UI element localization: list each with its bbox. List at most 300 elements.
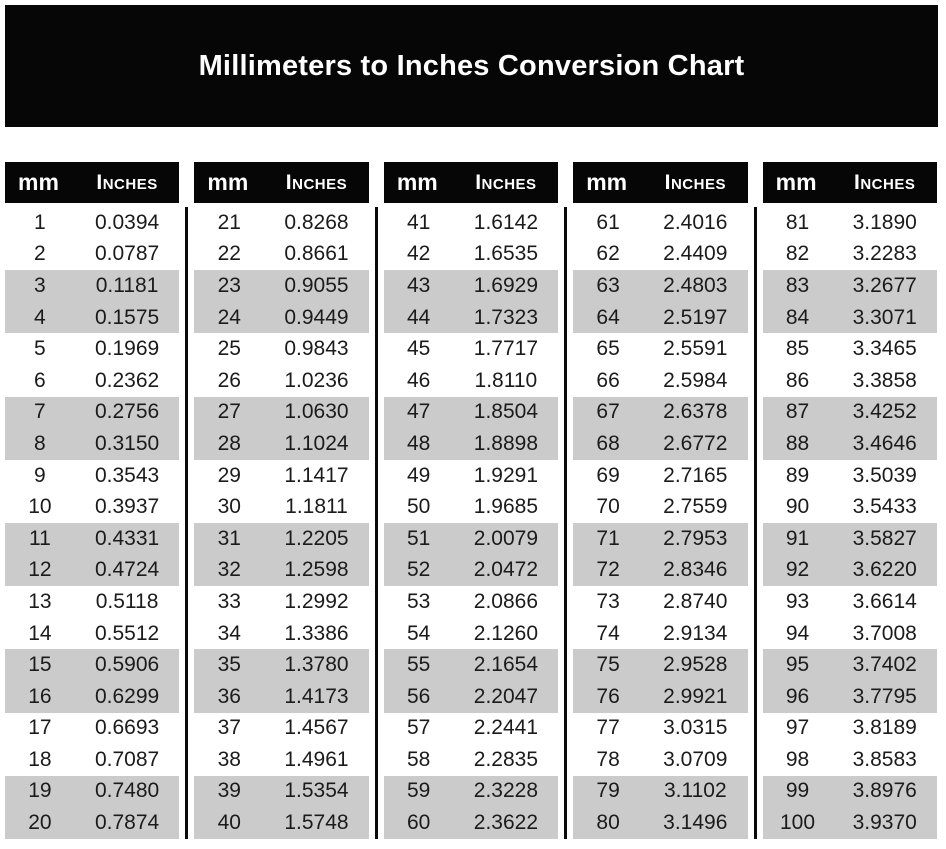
inches-value: 1.4567 [284, 716, 349, 740]
inches-value: 2.8346 [663, 558, 728, 582]
mm-value: 48 [407, 431, 431, 455]
mm-value: 50 [407, 495, 431, 519]
table-row [573, 302, 747, 334]
column-header-row [5, 162, 179, 203]
mm-value: 49 [407, 463, 431, 487]
mm-value: 85 [785, 337, 810, 361]
table-row [763, 270, 937, 302]
table-row [384, 586, 558, 618]
column-group-divider [375, 207, 378, 839]
table-row [5, 713, 179, 745]
mm-column-header: mm [775, 169, 817, 195]
mm-value: 30 [217, 495, 241, 519]
mm-value: 98 [785, 747, 810, 771]
mm-column-header: mm [18, 169, 59, 195]
table-row [763, 333, 937, 365]
inches-value: 1.6535 [473, 242, 538, 266]
inches-value: 3.7008 [852, 621, 917, 645]
table-row [194, 776, 368, 808]
column-group-divider [185, 207, 188, 839]
table-row [763, 365, 937, 397]
inches-value: 1.2598 [284, 558, 349, 582]
mm-value: 25 [217, 337, 241, 361]
table-row [194, 491, 368, 523]
mm-value: 32 [217, 558, 241, 582]
mm-value: 8 [34, 431, 46, 455]
mm-value: 96 [785, 684, 810, 708]
inches-value: 2.5591 [663, 337, 728, 361]
table-row [5, 302, 179, 334]
mm-value: 69 [596, 463, 620, 487]
mm-value: 17 [28, 716, 52, 740]
mm-value: 14 [28, 621, 52, 645]
table-row [384, 744, 558, 776]
table-row [384, 649, 558, 681]
table-row [194, 239, 368, 271]
table-row [384, 807, 558, 839]
inches-value: 3.5827 [852, 526, 917, 550]
inches-value: 2.0866 [473, 589, 538, 613]
table-row [5, 207, 179, 239]
inches-value: 2.8740 [663, 589, 728, 613]
table-row [763, 207, 937, 239]
mm-value: 11 [28, 526, 51, 550]
table-row [384, 428, 558, 460]
inches-value: 3.7402 [852, 653, 917, 677]
table-row [763, 239, 937, 271]
mm-value: 9 [34, 463, 46, 487]
table-row [5, 776, 179, 808]
table-row [384, 523, 558, 555]
inches-value: 3.2283 [852, 242, 917, 266]
table-row [5, 270, 179, 302]
inches-value: 0.7480 [94, 779, 160, 803]
mm-value: 52 [407, 558, 431, 582]
mm-value: 31 [217, 526, 241, 550]
table-row [194, 713, 368, 745]
mm-value: 60 [407, 811, 431, 835]
table-row [194, 523, 368, 555]
mm-value: 64 [596, 305, 620, 329]
inches-value: 2.9921 [663, 684, 728, 708]
inches-value: 3.6614 [852, 589, 917, 613]
table-row [763, 555, 937, 587]
mm-value: 97 [785, 716, 810, 740]
inches-value: 3.7795 [852, 684, 917, 708]
inches-value: 0.4331 [94, 526, 160, 550]
inches-value: 3.8583 [852, 747, 917, 771]
inches-value: 0.9055 [284, 273, 349, 297]
inches-value: 0.7087 [94, 747, 160, 771]
table-row [384, 776, 558, 808]
inches-value: 1.6142 [473, 210, 538, 234]
inches-column-header: Inches [475, 170, 537, 194]
mm-value: 57 [407, 716, 431, 740]
inches-value: 1.1417 [284, 463, 349, 487]
table-row [5, 649, 179, 681]
conversion-table [5, 162, 937, 839]
mm-value: 7 [34, 400, 46, 424]
inches-value: 2.1260 [473, 621, 538, 645]
inches-value: 3.1496 [663, 811, 728, 835]
mm-value: 89 [785, 463, 810, 487]
mm-value: 74 [596, 621, 620, 645]
mm-value: 19 [28, 779, 52, 803]
table-row [384, 365, 558, 397]
table-row [194, 302, 368, 334]
mm-value: 66 [596, 368, 620, 392]
inches-value: 1.0630 [284, 400, 349, 424]
table-row [573, 713, 747, 745]
table-row [5, 333, 179, 365]
inches-value: 2.9528 [663, 653, 728, 677]
mm-value: 76 [596, 684, 620, 708]
mm-value: 13 [28, 589, 52, 613]
mm-value: 77 [596, 716, 620, 740]
mm-column-header: mm [586, 169, 628, 195]
mm-value: 15 [28, 653, 52, 677]
table-row [194, 555, 368, 587]
inches-value: 2.3622 [473, 811, 538, 835]
mm-value: 26 [217, 368, 241, 392]
inches-value: 0.1575 [94, 305, 160, 329]
mm-value: 35 [217, 653, 241, 677]
mm-value: 39 [217, 779, 241, 803]
table-row [384, 555, 558, 587]
mm-value: 81 [785, 210, 810, 234]
mm-value: 100 [779, 811, 816, 835]
inches-value: 0.1969 [94, 337, 160, 361]
mm-value: 1 [34, 210, 46, 234]
mm-value: 58 [407, 747, 431, 771]
mm-value: 43 [407, 273, 431, 297]
table-row [763, 807, 937, 839]
mm-value: 24 [217, 305, 241, 329]
inches-column-header: Inches [285, 170, 348, 194]
inches-value: 3.6220 [852, 558, 917, 582]
table-column-group [384, 162, 558, 839]
mm-value: 40 [217, 811, 241, 835]
mm-value: 83 [785, 273, 810, 297]
table-row [194, 365, 368, 397]
table-row [194, 333, 368, 365]
table-row [194, 744, 368, 776]
mm-value: 80 [596, 811, 620, 835]
table-row [194, 397, 368, 429]
mm-value: 99 [785, 779, 810, 803]
mm-value: 67 [596, 400, 620, 424]
inches-value: 0.3150 [94, 431, 160, 455]
table-row [573, 365, 747, 397]
mm-value: 65 [596, 337, 620, 361]
mm-value: 86 [785, 368, 810, 392]
table-rows [5, 207, 179, 839]
table-row [763, 302, 937, 334]
inches-value: 1.8504 [473, 400, 538, 424]
mm-value: 78 [596, 747, 620, 771]
inches-value: 2.7559 [663, 495, 728, 519]
inches-value: 2.0079 [473, 526, 538, 550]
inches-value: 0.8661 [284, 242, 349, 266]
mm-value: 84 [785, 305, 810, 329]
mm-value: 34 [217, 621, 241, 645]
mm-value: 12 [28, 558, 52, 582]
table-row [5, 397, 179, 429]
table-row [763, 586, 937, 618]
mm-value: 93 [785, 589, 810, 613]
table-row [384, 302, 558, 334]
table-row [384, 713, 558, 745]
mm-value: 87 [785, 400, 810, 424]
inches-value: 2.6378 [663, 400, 728, 424]
table-row [763, 491, 937, 523]
inches-column-header: Inches [96, 170, 158, 194]
table-row [573, 649, 747, 681]
mm-value: 95 [785, 653, 810, 677]
table-row [194, 681, 368, 713]
inches-value: 2.4409 [663, 242, 728, 266]
mm-value: 62 [596, 242, 620, 266]
mm-value: 46 [407, 368, 431, 392]
inches-value: 1.6929 [473, 273, 538, 297]
mm-value: 59 [407, 779, 431, 803]
table-row [573, 807, 747, 839]
table-column-group [194, 162, 368, 839]
table-row [763, 776, 937, 808]
inches-value: 0.3937 [94, 495, 160, 519]
inches-value: 2.3228 [473, 779, 538, 803]
mm-value: 22 [217, 242, 241, 266]
table-row [194, 270, 368, 302]
inches-value: 3.8976 [852, 779, 917, 803]
column-header-row [573, 162, 747, 203]
table-row [573, 776, 747, 808]
table-row [194, 618, 368, 650]
mm-value: 29 [217, 463, 241, 487]
inches-value: 1.1811 [285, 495, 348, 519]
inches-value: 3.1890 [852, 210, 917, 234]
inches-value: 1.8898 [473, 431, 538, 455]
mm-value: 51 [407, 526, 431, 550]
mm-value: 55 [407, 653, 431, 677]
mm-value: 79 [596, 779, 620, 803]
inches-value: 0.2756 [94, 400, 160, 424]
inches-value: 3.4252 [852, 400, 917, 424]
inches-value: 1.3780 [284, 653, 349, 677]
table-row [573, 460, 747, 492]
table-row [573, 744, 747, 776]
table-row [384, 270, 558, 302]
inches-value: 1.9291 [473, 463, 538, 487]
mm-value: 33 [217, 589, 241, 613]
table-row [763, 523, 937, 555]
mm-value: 42 [407, 242, 431, 266]
table-rows [763, 207, 937, 839]
page-title: Millimeters to Inches Conversion Chart [198, 49, 745, 82]
table-row [384, 491, 558, 523]
inches-value: 3.5433 [852, 495, 917, 519]
mm-value: 88 [785, 431, 810, 455]
title-banner [5, 5, 938, 127]
inches-value: 3.3465 [852, 337, 917, 361]
table-row [5, 523, 179, 555]
table-row [384, 333, 558, 365]
mm-value: 72 [596, 558, 620, 582]
mm-value: 70 [596, 495, 620, 519]
inches-value: 0.5118 [95, 589, 159, 613]
inches-value: 2.5984 [663, 368, 728, 392]
table-row [573, 586, 747, 618]
table-rows [194, 207, 368, 839]
mm-value: 47 [407, 400, 431, 424]
table-row [384, 397, 558, 429]
inches-value: 1.9685 [473, 495, 538, 519]
table-row [763, 397, 937, 429]
column-group-divider [564, 207, 567, 839]
table-rows [384, 207, 558, 839]
inches-value: 2.1654 [473, 653, 538, 677]
table-row [573, 239, 747, 271]
inches-value: 2.2835 [473, 747, 538, 771]
inches-value: 3.3858 [852, 368, 917, 392]
inches-value: 3.2677 [852, 273, 917, 297]
table-row [5, 491, 179, 523]
table-row [573, 618, 747, 650]
inches-value: 3.1102 [663, 779, 727, 803]
mm-value: 5 [34, 337, 46, 361]
table-row [194, 460, 368, 492]
mm-value: 82 [785, 242, 810, 266]
mm-value: 41 [407, 210, 431, 234]
mm-value: 63 [596, 273, 620, 297]
mm-value: 38 [217, 747, 241, 771]
table-row [763, 428, 937, 460]
inches-value: 0.0787 [94, 242, 160, 266]
table-row [5, 807, 179, 839]
inches-value: 3.0315 [663, 716, 728, 740]
mm-value: 23 [217, 273, 241, 297]
inches-value: 2.9134 [663, 621, 728, 645]
table-column-group [763, 162, 937, 839]
table-row [763, 618, 937, 650]
mm-value: 91 [785, 526, 810, 550]
table-row [194, 428, 368, 460]
inches-column-header: Inches [664, 170, 726, 194]
mm-column-header: mm [396, 169, 438, 195]
mm-value: 45 [407, 337, 431, 361]
mm-value: 71 [596, 526, 620, 550]
inches-value: 0.6693 [94, 716, 160, 740]
inches-value: 1.8110 [474, 368, 538, 392]
mm-value: 68 [596, 431, 620, 455]
mm-value: 4 [34, 305, 46, 329]
table-row [5, 618, 179, 650]
inches-value: 1.0236 [284, 368, 349, 392]
inches-value: 1.2992 [284, 589, 349, 613]
mm-value: 54 [407, 621, 431, 645]
inches-value: 0.9449 [284, 305, 349, 329]
table-row [384, 460, 558, 492]
inches-value: 3.5039 [852, 463, 917, 487]
inches-value: 2.2441 [473, 716, 538, 740]
inches-value: 1.4961 [284, 747, 349, 771]
mm-value: 18 [28, 747, 52, 771]
column-group-divider [754, 207, 757, 839]
inches-value: 0.5512 [94, 621, 160, 645]
mm-value: 92 [785, 558, 810, 582]
table-row [194, 586, 368, 618]
table-row [194, 807, 368, 839]
mm-value: 21 [217, 210, 241, 234]
table-row [194, 649, 368, 681]
mm-value: 36 [217, 684, 241, 708]
inches-value: 1.1024 [284, 431, 349, 455]
mm-value: 6 [34, 368, 46, 392]
table-row [573, 397, 747, 429]
mm-value: 27 [217, 400, 241, 424]
table-row [573, 681, 747, 713]
inches-value: 0.9843 [284, 337, 349, 361]
table-column-group [573, 162, 747, 839]
table-row [194, 207, 368, 239]
inches-value: 0.3543 [94, 463, 160, 487]
inches-value: 2.7953 [663, 526, 728, 550]
mm-value: 94 [785, 621, 810, 645]
table-row [384, 681, 558, 713]
mm-value: 44 [407, 305, 431, 329]
inches-value: 1.2205 [284, 526, 349, 550]
inches-value: 0.1181 [95, 273, 159, 297]
inches-value: 1.4173 [284, 684, 349, 708]
inches-value: 3.3071 [852, 305, 917, 329]
inches-value: 1.5748 [284, 811, 349, 835]
mm-value: 16 [28, 684, 52, 708]
column-header-row [763, 162, 937, 203]
inches-value: 2.4803 [663, 273, 728, 297]
mm-value: 73 [596, 589, 620, 613]
mm-value: 37 [217, 716, 241, 740]
inches-value: 0.5906 [94, 653, 160, 677]
table-rows [573, 207, 747, 839]
inches-column-header: Inches [854, 170, 916, 194]
table-row [573, 270, 747, 302]
inches-value: 2.0472 [473, 558, 538, 582]
mm-value: 28 [217, 431, 241, 455]
inches-value: 3.8189 [852, 716, 917, 740]
mm-value: 61 [596, 210, 620, 234]
inches-value: 3.4646 [852, 431, 917, 455]
table-row [573, 207, 747, 239]
table-row [573, 333, 747, 365]
mm-value: 3 [34, 273, 46, 297]
table-row [573, 491, 747, 523]
inches-value: 2.4016 [663, 210, 728, 234]
mm-value: 20 [28, 811, 52, 835]
inches-value: 0.4724 [94, 558, 160, 582]
table-row [763, 744, 937, 776]
inches-value: 1.5354 [284, 779, 349, 803]
table-row [384, 239, 558, 271]
inches-value: 1.3386 [284, 621, 349, 645]
column-header-row [194, 162, 368, 203]
inches-value: 0.6299 [94, 684, 160, 708]
inches-value: 2.2047 [473, 684, 538, 708]
table-row [5, 586, 179, 618]
table-column-group [5, 162, 179, 839]
table-row [5, 681, 179, 713]
table-row [5, 744, 179, 776]
mm-value: 53 [407, 589, 431, 613]
